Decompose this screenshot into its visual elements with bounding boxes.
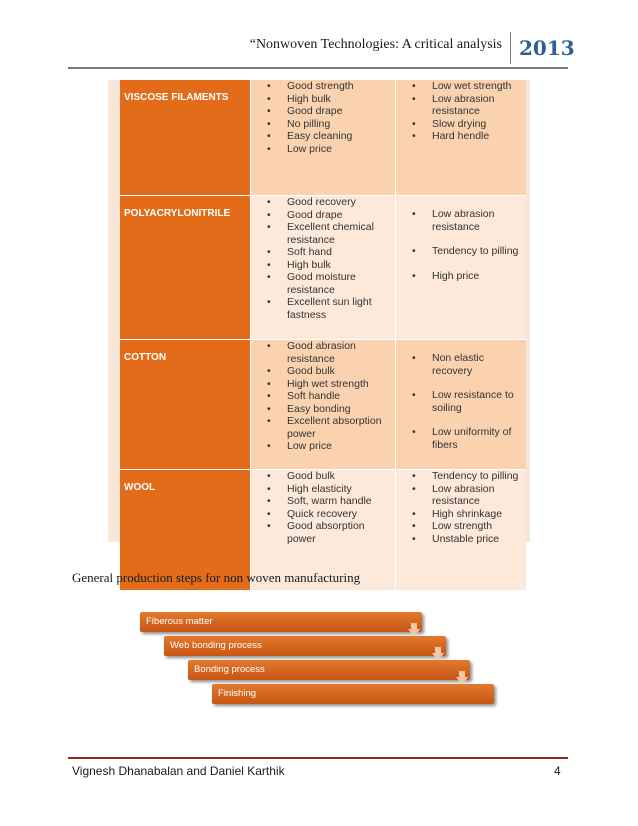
list-item: • Low abrasion resistance: [432, 93, 526, 118]
list-item: • Good bulk: [287, 365, 393, 378]
list-item: • Tendency to pilling: [432, 245, 526, 258]
list-item: • Low price: [287, 143, 393, 156]
footer-divider: [68, 757, 568, 759]
list-item: • High price: [432, 270, 526, 283]
list-item: • Low abrasion resistance: [432, 208, 526, 233]
list-item: • Soft handle: [287, 390, 393, 403]
disadvantages-cell: [396, 340, 527, 470]
list-item: • High bulk: [287, 93, 393, 106]
fiber-name-cell: VISCOSE FILAMENTS: [120, 80, 251, 196]
list-item: • Excellent sun light fastness: [287, 296, 393, 321]
list-item: • Quick recovery: [287, 508, 393, 521]
list-item: • No pilling: [287, 118, 393, 131]
list-item: • Low resistance to soiling: [432, 389, 526, 414]
fiber-name-cell: POLYACRYLONITRILE: [120, 196, 251, 340]
table-row: [120, 196, 526, 340]
fiber-name-cell: WOOL: [120, 470, 251, 591]
list-item: • Good recovery: [287, 196, 393, 209]
header-divider: [68, 67, 568, 69]
list-item: • Good bulk: [287, 470, 393, 483]
list-item: • Excellent absorption power: [287, 415, 393, 440]
advantages-list: [251, 196, 393, 321]
disadvantages-cell: [396, 470, 527, 591]
disadvantages-list: [396, 80, 526, 143]
disadvantages-cell: [396, 80, 527, 196]
list-item: • High shrinkage: [432, 508, 526, 521]
list-item: • Non elastic recovery: [432, 352, 526, 377]
list-item: • Low abrasion resistance: [432, 483, 526, 508]
list-item: • Good strength: [287, 80, 393, 93]
advantages-cell: [251, 196, 396, 340]
list-item: • High elasticity: [287, 483, 393, 496]
list-item: • Good absorption power: [287, 520, 393, 545]
header-title: “Nonwoven Technologies: A critical analysis: [249, 37, 502, 52]
advantages-cell: [251, 80, 396, 196]
step-finishing: Finishing: [212, 684, 494, 704]
list-item: • Low wet strength: [432, 80, 526, 93]
list-item: • Excellent chemical resistance: [287, 221, 393, 246]
advantages-cell: [251, 340, 396, 470]
production-steps-diagram: [140, 612, 500, 712]
advantages-list: [251, 470, 393, 545]
disadvantages-list: [396, 352, 526, 451]
table-row: [120, 80, 526, 196]
advantages-list: [251, 80, 393, 155]
page-number: 4: [554, 764, 561, 778]
list-item: • Soft, warm handle: [287, 495, 393, 508]
list-item: • Unstable price: [432, 533, 526, 546]
advantages-list: [251, 340, 393, 453]
list-item: • Good moisture resistance: [287, 271, 393, 296]
list-item: • Low uniformity of fibers: [432, 426, 526, 451]
step-web-bonding: Web bonding process: [164, 636, 446, 656]
step-fiberous-matter: Fiberous matter: [140, 612, 422, 632]
fiber-properties-table: [120, 80, 526, 591]
list-item: • Low price: [287, 440, 393, 453]
step-bonding: Bonding process: [188, 660, 470, 680]
list-item: • Easy bonding: [287, 403, 393, 416]
header-year: 2013: [510, 32, 575, 64]
disadvantages-list: [396, 208, 526, 282]
list-item: • High bulk: [287, 259, 393, 272]
table-row: [120, 340, 526, 470]
list-item: • Easy cleaning: [287, 130, 393, 143]
list-item: • Good drape: [287, 209, 393, 222]
footer-authors: Vignesh Dhanabalan and Daniel Karthik: [72, 764, 285, 778]
list-item: • Low strength: [432, 520, 526, 533]
list-item: • Soft hand: [287, 246, 393, 259]
list-item: • Hard hendle: [432, 130, 526, 143]
fiber-name-cell: COTTON: [120, 340, 251, 470]
disadvantages-list: [396, 470, 526, 545]
list-item: • Good drape: [287, 105, 393, 118]
list-item: • Slow drying: [432, 118, 526, 131]
production-steps-caption: General production steps for non woven manufacturing: [72, 570, 361, 585]
list-item: • Good abrasion resistance: [287, 340, 393, 365]
list-item: • High wet strength: [287, 378, 393, 391]
disadvantages-cell: [396, 196, 527, 340]
list-item: • Tendency to pilling: [432, 470, 526, 483]
